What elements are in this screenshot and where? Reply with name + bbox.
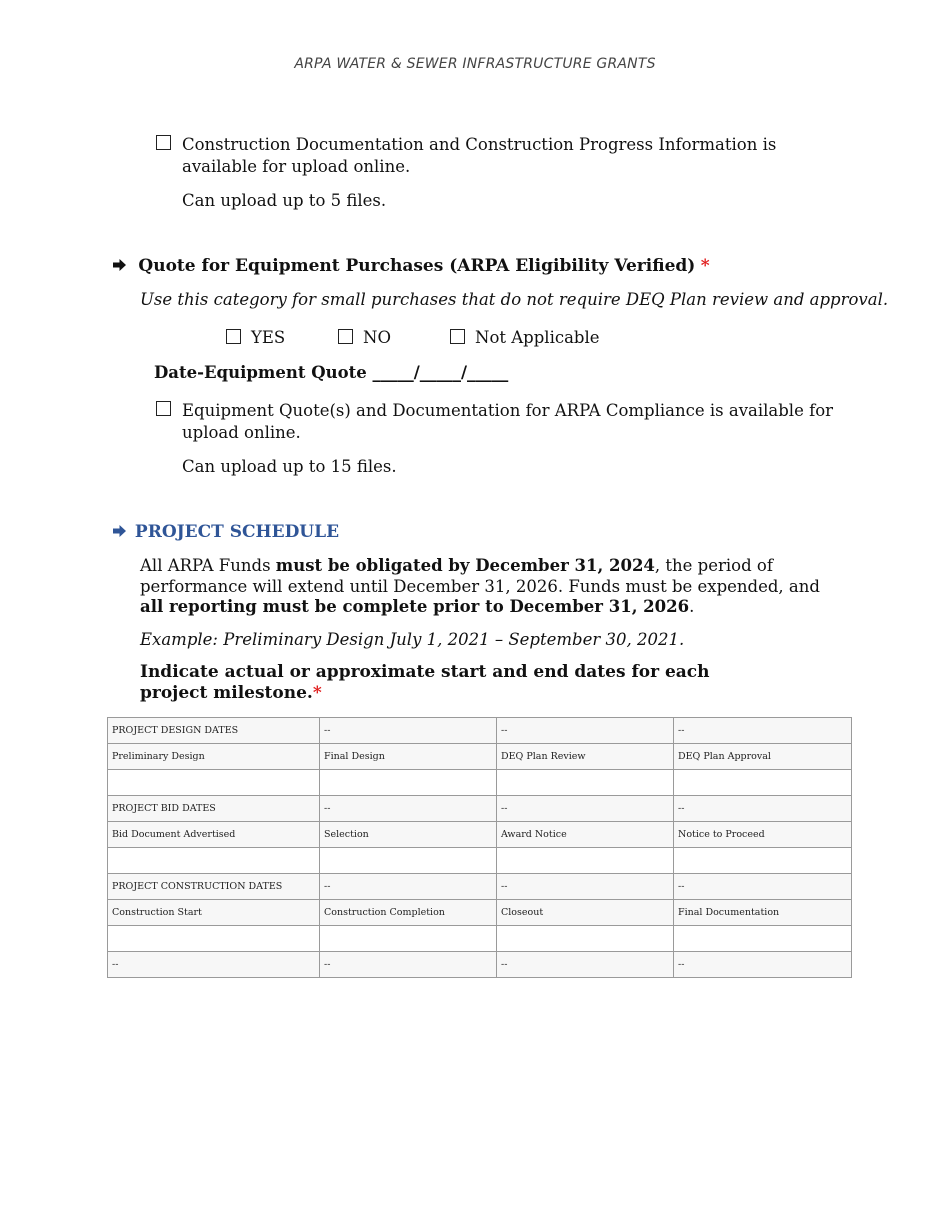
- equipment-date-label: Date-Equipment Quote: [154, 363, 367, 382]
- table-row: [108, 770, 852, 796]
- table-row: [108, 822, 852, 848]
- table-row: [108, 874, 852, 900]
- table-cell: --: [674, 718, 852, 744]
- table-cell: DEQ Plan Review: [497, 744, 674, 770]
- schedule-instruction-text: Indicate actual or approximate start and end dates for each project milestone.: [140, 662, 710, 703]
- table-cell: --: [320, 874, 497, 900]
- table-cell: Closeout: [497, 900, 674, 926]
- final-design-date-input[interactable]: [320, 770, 497, 796]
- bid-document-advertised-date-input[interactable]: [108, 848, 320, 874]
- table-cell: --: [497, 718, 674, 744]
- table-cell: Bid Document Advertised: [108, 822, 320, 848]
- deq-plan-review-date-input[interactable]: [497, 770, 674, 796]
- table-cell: --: [497, 952, 674, 978]
- table-row: [108, 926, 852, 952]
- bid-dates-header: PROJECT BID DATES: [108, 796, 320, 822]
- notice-to-proceed-date-input[interactable]: [674, 848, 852, 874]
- deq-plan-approval-date-input[interactable]: [674, 770, 852, 796]
- table-cell: --: [108, 952, 320, 978]
- schedule-para-text: .: [689, 597, 695, 616]
- equipment-upload-note: Can upload up to 15 files.: [182, 457, 397, 476]
- not-applicable-checkbox[interactable]: [450, 329, 465, 344]
- table-row: [108, 718, 852, 744]
- table-row: [108, 848, 852, 874]
- preliminary-design-date-input[interactable]: [108, 770, 320, 796]
- table-cell: --: [320, 952, 497, 978]
- equipment-instructions: Use this category for small purchases that do not require DEQ Plan review and approval.: [140, 290, 889, 309]
- table-cell: --: [497, 796, 674, 822]
- obligation-deadline: must be obligated by December 31, 2024: [275, 556, 655, 575]
- table-cell: Final Documentation: [674, 900, 852, 926]
- arrow-right-icon: [111, 523, 127, 539]
- table-cell: DEQ Plan Approval: [674, 744, 852, 770]
- equipment-option-no[interactable]: [338, 327, 391, 349]
- table-cell: --: [497, 874, 674, 900]
- schedule-heading-text: PROJECT SCHEDULE: [134, 522, 340, 542]
- equipment-heading-text: Quote for Equipment Purchases (ARPA Eligibility Verified): [138, 256, 696, 276]
- closeout-date-input[interactable]: [497, 926, 674, 952]
- no-label: NO: [363, 328, 391, 347]
- table-cell: --: [674, 874, 852, 900]
- table-cell: Construction Start: [108, 900, 320, 926]
- construction-doc-checkbox[interactable]: [156, 135, 171, 150]
- equipment-upload-label: Equipment Quote(s) and Documentation for ARPA Compliance is available for upload online.: [182, 401, 834, 442]
- yes-checkbox[interactable]: [226, 329, 241, 344]
- no-checkbox[interactable]: [338, 329, 353, 344]
- table-row: [108, 744, 852, 770]
- schedule-para-text: , the period of performance will extend until December 31, 2026. Funds must be expended, and: [140, 556, 820, 596]
- table-row: [108, 900, 852, 926]
- equipment-date-row: [154, 362, 508, 384]
- equipment-upload-checkbox[interactable]: [156, 401, 171, 416]
- schedule-paragraph: [140, 556, 820, 618]
- final-documentation-date-input[interactable]: [674, 926, 852, 952]
- arrow-right-icon: [111, 257, 127, 273]
- table-cell: Award Notice: [497, 822, 674, 848]
- equipment-option-na[interactable]: [450, 327, 600, 349]
- award-notice-date-input[interactable]: [497, 848, 674, 874]
- construction-start-date-input[interactable]: [108, 926, 320, 952]
- reporting-deadline: all reporting must be complete prior to December 31, 2026: [140, 597, 690, 616]
- construction-doc-label: Construction Documentation and Construction Progress Information is available for upload online.: [182, 135, 777, 176]
- table-cell: Construction Completion: [320, 900, 497, 926]
- schedule-instruction: [140, 662, 780, 704]
- table-row: [108, 952, 852, 978]
- equipment-date-field[interactable]: _____/_____/_____: [372, 363, 509, 382]
- selection-date-input[interactable]: [320, 848, 497, 874]
- table-cell: Preliminary Design: [108, 744, 320, 770]
- table-row: [108, 796, 852, 822]
- not-applicable-label: Not Applicable: [475, 328, 600, 347]
- design-dates-header: PROJECT DESIGN DATES: [108, 718, 320, 744]
- yes-label: YES: [251, 328, 286, 347]
- equipment-section-heading: [111, 255, 710, 277]
- construction-completion-date-input[interactable]: [320, 926, 497, 952]
- table-cell: --: [674, 952, 852, 978]
- construction-doc-upload-note: Can upload up to 5 files.: [182, 191, 387, 210]
- equipment-option-yes[interactable]: [226, 327, 285, 349]
- construction-dates-header: PROJECT CONSTRUCTION DATES: [108, 874, 320, 900]
- table-cell: Selection: [320, 822, 497, 848]
- page-header: ARPA WATER & SEWER INFRASTRUCTURE GRANTS: [294, 56, 656, 72]
- schedule-section-heading: [111, 521, 339, 543]
- table-cell: --: [674, 796, 852, 822]
- schedule-example: Example: Preliminary Design July 1, 2021 – September 30, 2021.: [140, 630, 685, 649]
- schedule-para-text: All ARPA Funds: [140, 556, 276, 575]
- required-marker: *: [312, 683, 322, 703]
- table-cell: --: [320, 718, 497, 744]
- table-cell: Notice to Proceed: [674, 822, 852, 848]
- table-cell: --: [320, 796, 497, 822]
- required-marker: *: [700, 256, 710, 276]
- project-schedule-table: [107, 717, 852, 978]
- table-cell: Final Design: [320, 744, 497, 770]
